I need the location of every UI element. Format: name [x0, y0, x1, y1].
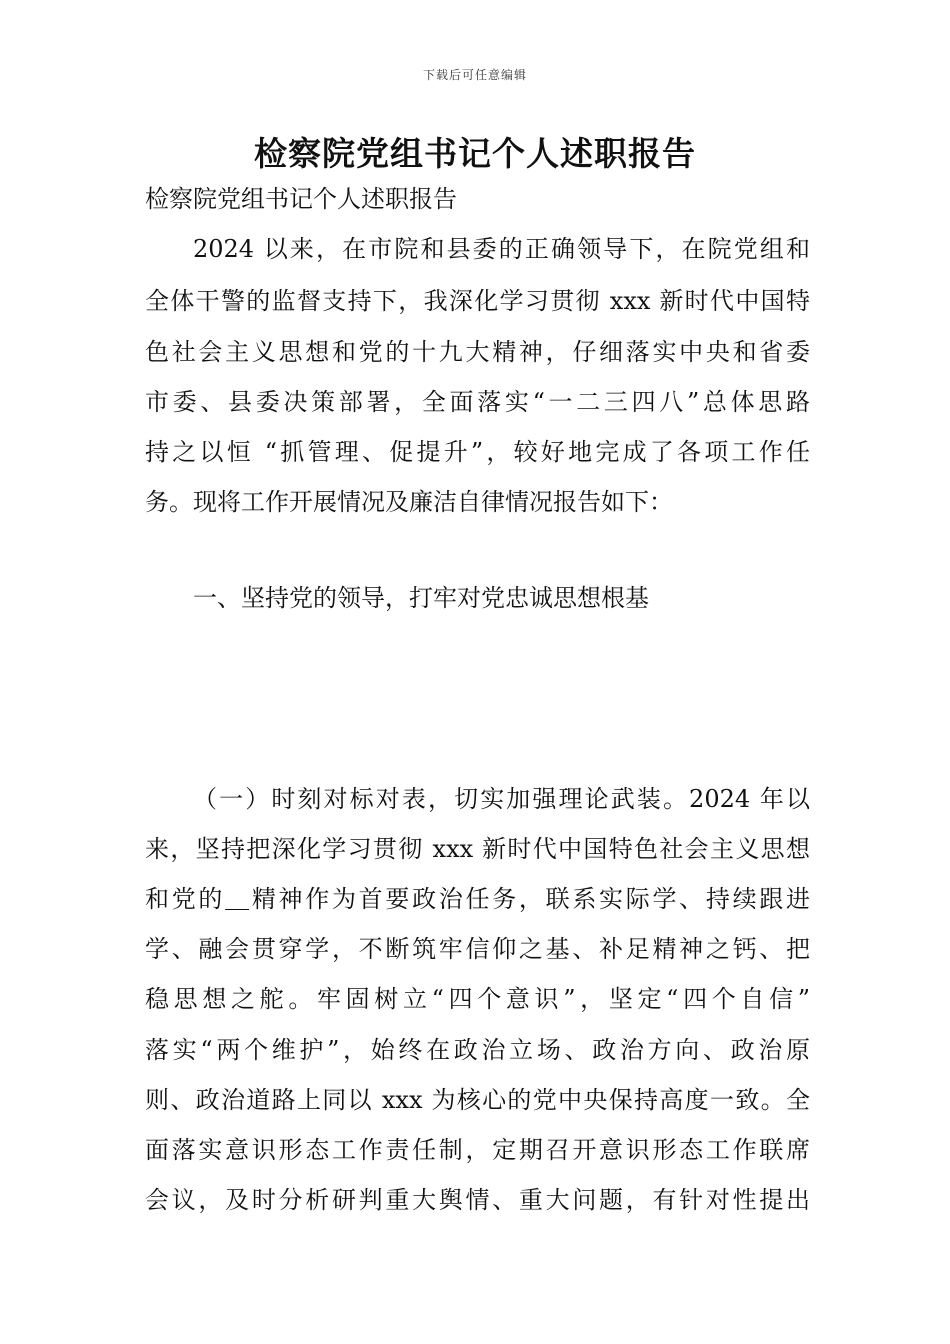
- paragraph-line: 学、融会贯穿学，不断筑牢信仰之基、补足精神之钙、把: [145, 935, 810, 963]
- paragraph-line: 市委、县委决策部署，全面落实“一二三四八”总体思路: [145, 388, 810, 416]
- paragraph-line: 和党的＿精神作为首要政治任务，联系实际学、持续跟进: [145, 885, 810, 913]
- document-subtitle: 检察院党组书记个人述职报告: [145, 185, 457, 213]
- page-title: 检察院党组书记个人述职报告: [254, 134, 696, 173]
- paragraph-line: （一）时刻对标对表，切实加强理论武装。2024 年以: [193, 785, 810, 813]
- paragraph-line: 落实“两个维护”，始终在政治立场、政治方向、政治原: [145, 1036, 810, 1064]
- header-note: 下载后可任意编辑: [422, 68, 527, 82]
- paragraph-line: 来，坚持把深化学习贯彻 xxx 新时代中国特色社会主义思想: [145, 835, 810, 863]
- paragraph-line: 会议，及时分析研判重大舆情、重大问题，有针对性提出: [145, 1186, 810, 1214]
- section-heading: 一、坚持党的领导，打牢对党忠诚思想根基: [193, 584, 649, 612]
- paragraph-line: 务。现将工作开展情况及廉洁自律情况报告如下：: [145, 488, 673, 516]
- paragraph-line: 面落实意识形态工作责任制，定期召开意识形态工作联席: [145, 1136, 810, 1164]
- paragraph-line: 则、政治道路上同以 xxx 为核心的党中央保持高度一致。全: [145, 1086, 810, 1114]
- paragraph-line: 色社会主义思想和党的十九大精神，仔细落实中央和省委: [145, 338, 810, 366]
- paragraph-line: 2024 以来，在市院和县委的正确领导下，在院党组和: [193, 235, 810, 263]
- paragraph-line: 持之以恒 “抓管理、促提升”，较好地完成了各项工作任: [145, 438, 810, 466]
- paragraph-line: 稳思想之舵。牢固树立“四个意识”，坚定“四个自信”: [145, 985, 810, 1013]
- paragraph-line: 全体干警的监督支持下，我深化学习贯彻 xxx 新时代中国特: [145, 287, 810, 315]
